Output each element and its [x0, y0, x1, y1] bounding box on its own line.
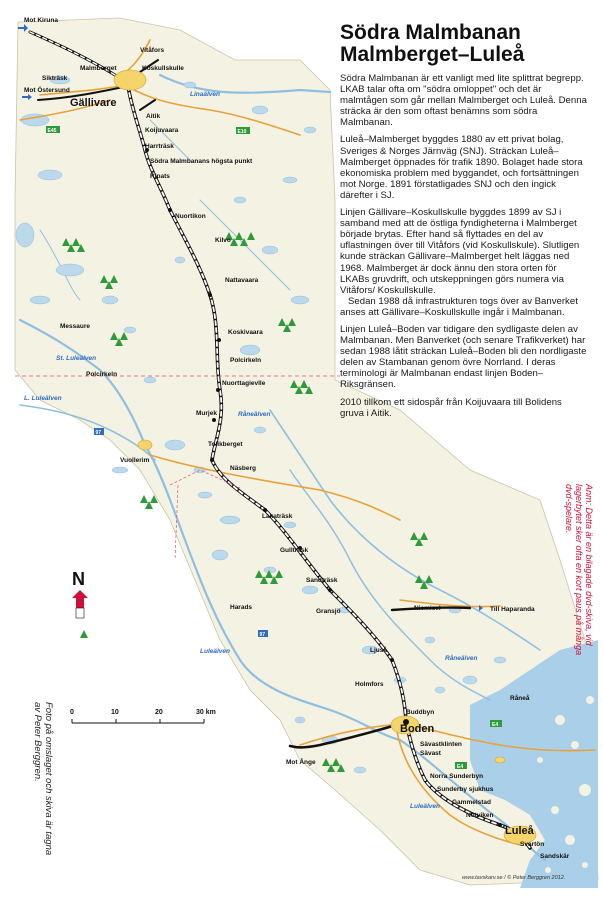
dvd-note-text: Anm: Detta är en bilagade dvd-skiva, vid lagerbytet sker ofta en kort paus på många dvd-spelare. [564, 484, 594, 656]
description-text [340, 73, 588, 425]
scale-label-10: 10 [111, 709, 119, 716]
label-svarton: Svartön [520, 841, 545, 848]
label-hogsta-punkt: Södra Malmbanans högsta punkt [150, 158, 253, 165]
label-harads: Harads [230, 604, 253, 611]
label-mot-kiruna: Mot Kiruna [24, 17, 58, 24]
sign-e4-a: E4 [492, 721, 499, 728]
north-arrow [72, 569, 88, 618]
label-savastklinten: Sävastklinten [420, 741, 462, 748]
sign-97-b: 97 [259, 631, 266, 638]
paragraph-4: Sedan 1988 då infrastrukturen togs över av Banverket anses att Gällivare–Koskullskulle ingår i Malmbanan. [340, 295, 578, 318]
label-malmberget: Malmberget [80, 65, 117, 72]
label-mot-ostersund: Mot Östersund [24, 87, 70, 94]
label-nasberg: Näsberg [230, 465, 257, 472]
scale-label-20: 20 [155, 709, 163, 716]
label-vitafors: Vitåfors [140, 47, 165, 54]
title-line-2: Malmberget–Luleå [340, 43, 525, 66]
label-kilvo: Kilvo [215, 237, 231, 244]
label-gransjo: Gransjö [316, 608, 341, 615]
label-vuollerim: Vuollerim [120, 457, 150, 464]
label-linaalven: Linaälven [190, 91, 220, 98]
sign-e45: E45 [47, 127, 57, 134]
sign-e10: E10 [237, 128, 247, 135]
label-ljusa: Ljuså [370, 647, 387, 654]
paragraph-3: Linjen Gällivare–Koskullskulle byggdes 1899 av SJ i samband med att de östliga fyndigheterna i Malmberget började brytas. Efter hand så flyttades en del av uflastningen över till Vitåfors (vid Koskullskule). Slutligen kunde sträckan Gällivare–Malmberget helt läggas ned 1968. Malmberget är dock ännu den stora orten för LKABs gruvdrift, och utskeppningen görs numera via Vitåfors/ Koskullskulle. [340, 207, 580, 296]
label-nattavaara: Nattavaara [225, 277, 259, 284]
label-nuorttagievlle: Nuorttagievlle [222, 380, 266, 387]
paragraph-2: Luleå–Malmberget byggdes 1880 av ett privat bolag, Sveriges & Norges Järnväg (SNJ). Sträckan Luleå–Malmberget öppnades för trafik 1890. Bolaget hade stora ekonomiska problem med byggandet, och fortsättningen mot Norge. 1891 förstatligades SNJ och den ingick därefter i SJ. [340, 134, 583, 201]
label-tolikberget: Tolikberget [208, 441, 243, 448]
photo-credit [20, 702, 60, 862]
label-lakatrask: Lakaträsk [262, 513, 293, 520]
label-koskivaara: Koskivaara [228, 329, 263, 336]
label-st-lulealven: St. Luleälven [56, 355, 97, 362]
label-sandskar: Sandskär [540, 853, 570, 860]
label-polcirkeln: Polcirkeln [230, 357, 262, 364]
label-norra-sunderbyn: Norra Sunderbyn [430, 773, 484, 780]
label-niemisel: Niemisel [414, 605, 441, 612]
sign-97-a: 97 [95, 429, 102, 436]
dvd-note [548, 484, 600, 659]
label-gammelstad: Gammelstad [452, 799, 492, 806]
label-sunderby-sjukhus: Sunderby sjukhus [437, 786, 494, 793]
label-murjek: Murjek [196, 410, 217, 417]
label-koijuvaara: Koijuvaara [145, 127, 179, 134]
title-line-1: Södra Malmbanan [340, 21, 521, 44]
label-ripats: Ripats [150, 173, 170, 180]
scale-bar [70, 709, 216, 723]
label-polcirkeln-west: Polcirkeln [86, 371, 118, 378]
label-lulealven: Luleälven [200, 648, 230, 655]
label-raneaalven: Råneälven [238, 411, 271, 418]
paragraph-5: Linjen Luleå–Boden var tidigare den sydligaste delen av Malmbanan. Men Banverket (och senare Trafikverket) har sedan 1988 låtit sträckan Luleå–Boden bli den nordligaste delen av Stambanan genom övre Norrland. I deras terminologi är Malmbanan endast linjen Boden–Riksgränsen. [340, 323, 587, 391]
sign-e4-b: E4 [457, 763, 464, 770]
label-l-lulealven: L. Luleälven [24, 395, 62, 402]
photo-credit-text: Foto på omslaget och skiva är tagna av Peter Berggren. [32, 702, 54, 856]
label-mot-ange: Mot Ånge [286, 759, 316, 766]
label-ranea: Råneå [510, 695, 530, 702]
label-boden: Boden [400, 723, 435, 735]
scale-label-0: 0 [70, 709, 74, 716]
map-title [340, 22, 590, 66]
label-messaure: Messaure [60, 323, 90, 330]
label-gulltrask: Gullträsk [280, 547, 309, 554]
footer-credit: www.tavskarv.se / © Peter Berggren 2012. [462, 875, 566, 881]
label-raneaalven-2: Råneälven [445, 655, 478, 662]
label-aitik: Aitik [146, 113, 161, 120]
paragraph-6: 2010 tillkom ett sidospår från Koijuvaara till Bolidens gruva i Aitik. [340, 396, 562, 419]
label-lulea: Luleå [505, 825, 534, 837]
scale-label-30: 30 km [196, 709, 216, 716]
paragraph-1: Södra Malmbanan är ett vanligt med lite splittrat begrepp. LKAB talar ofta om "södra omloppet" och det är malmtågen som går mellan Malmberget och Luleå. Denna sträcka är den som oftast benämns som södra Malmbanan. [340, 73, 587, 129]
north-label: N [72, 569, 85, 589]
label-gallivare: Gällivare [70, 97, 117, 109]
label-savast: Sävast [420, 750, 441, 757]
label-sandtrask: Sandträsk [306, 577, 338, 584]
label-koskullskulle: Koskullskulle [142, 65, 184, 72]
label-siktrask: Sikträsk [42, 75, 68, 82]
label-buddbyn: Buddbyn [406, 709, 435, 716]
label-lulealven-2: Luleälven [410, 803, 440, 810]
label-notviken: Notviken [466, 812, 494, 819]
label-till-haparanda: Till Haparanda [490, 606, 535, 613]
label-holmfors: Holmfors [355, 681, 384, 688]
label-harrtrask: Harrträsk [145, 143, 174, 150]
label-nuortikon: Nuortikon [175, 213, 206, 220]
